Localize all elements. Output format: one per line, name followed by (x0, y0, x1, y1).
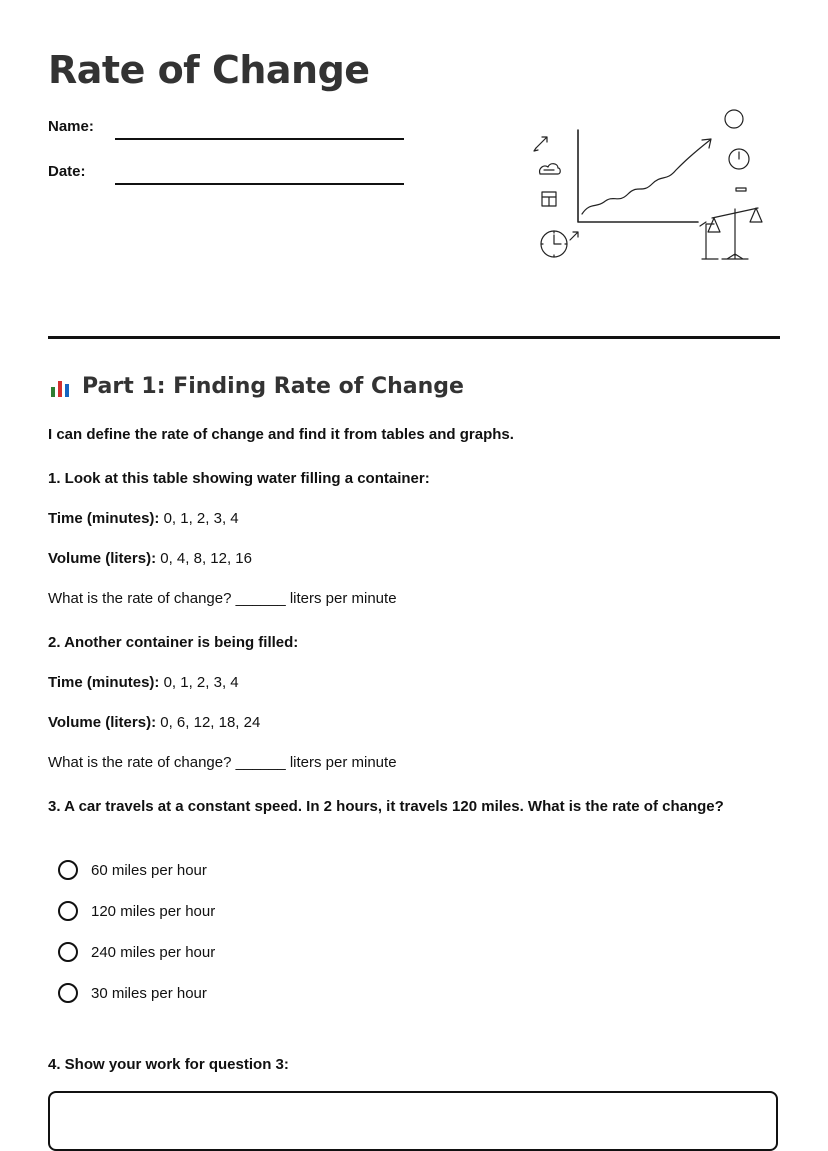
date-line[interactable] (115, 183, 404, 185)
q3-option-label: 30 miles per hour (91, 984, 207, 1002)
q3-option-label: 120 miles per hour (91, 902, 216, 920)
q1-volume-label: Volume (liters): (48, 550, 157, 567)
q1-volume-row (48, 550, 252, 567)
q2-time-row (48, 674, 239, 691)
radio-button[interactable] (58, 901, 78, 921)
q3-option-2[interactable] (58, 901, 215, 921)
date-field[interactable] (48, 163, 86, 180)
learning-objective: I can define the rate of change and find it from tables and graphs. (48, 426, 514, 443)
part-1-heading (48, 374, 464, 399)
radio-button[interactable] (58, 983, 78, 1003)
q2-volume-label: Volume (liters): (48, 714, 157, 731)
q1-prompt: 1. Look at this table showing water filling a container: (48, 470, 430, 487)
q1-volume-values: 0, 4, 8, 12, 16 (160, 550, 252, 567)
q1-time-values: 0, 1, 2, 3, 4 (163, 510, 239, 527)
radio-button[interactable] (58, 860, 78, 880)
name-field[interactable] (48, 118, 94, 135)
q1-question: What is the rate of change? ______ liters per minute (48, 590, 397, 607)
q1-time-row (48, 510, 239, 527)
q3-option-label: 60 miles per hour (91, 861, 207, 879)
work-answer-box[interactable] (48, 1091, 778, 1151)
q3-option-1[interactable] (58, 860, 207, 880)
q3-option-3[interactable] (58, 942, 215, 962)
q3-prompt: 3. A car travels at a constant speed. In 2 hours, it travels 120 miles. What is the rate of change? (48, 798, 724, 815)
page-title: Rate of Change (48, 48, 370, 92)
q2-time-label: Time (minutes): (48, 674, 160, 691)
q2-prompt: 2. Another container is being filled: (48, 634, 299, 651)
part-1-title: Part 1: Finding Rate of Change (82, 374, 464, 399)
q3-option-label: 240 miles per hour (91, 943, 216, 961)
bar-chart-icon (48, 375, 72, 399)
date-label: Date: (48, 163, 86, 180)
name-line[interactable] (115, 138, 404, 140)
rate-of-change-illustration-icon (530, 104, 766, 266)
name-label: Name: (48, 118, 94, 135)
q2-volume-values: 0, 6, 12, 18, 24 (160, 714, 261, 731)
q2-volume-row (48, 714, 260, 731)
radio-button[interactable] (58, 942, 78, 962)
q2-time-values: 0, 1, 2, 3, 4 (163, 674, 239, 691)
q1-time-label: Time (minutes): (48, 510, 160, 527)
q3-option-4[interactable] (58, 983, 207, 1003)
q2-question: What is the rate of change? ______ liters per minute (48, 754, 397, 771)
q4-prompt: 4. Show your work for question 3: (48, 1056, 289, 1073)
section-divider (48, 336, 780, 339)
